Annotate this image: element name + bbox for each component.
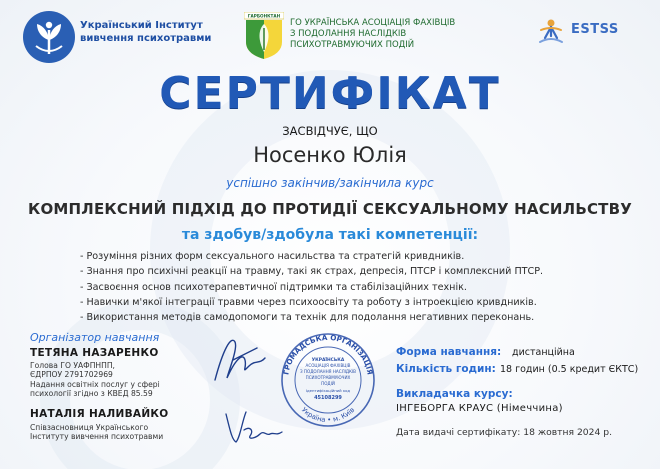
organizer-detail-line: психології згідно з КВЕД 85.59 xyxy=(30,389,153,399)
organizer-detail-line: ЄДРПОУ 2791702969 xyxy=(30,370,113,380)
recipient-name: Носенко Юлія xyxy=(253,143,407,167)
association-emblem xyxy=(244,12,284,60)
psychotrauma-institute-logo xyxy=(22,10,76,64)
teacher-name: ІНГЕБОРГА КРАУС xyxy=(396,403,494,414)
organization-stamp xyxy=(270,330,386,430)
stamp-center-line: ПОДІЙ xyxy=(321,381,335,386)
organizer-detail-line: Співзасновниця Українського xyxy=(30,423,149,432)
stamp-center-line: УКРАЇНСЬКА xyxy=(311,358,345,363)
estss-name: ESTSS xyxy=(571,22,619,37)
organizer-detail-line: Інституту вивчення психотравми xyxy=(30,432,164,442)
stamp-center-line: З ПОДОЛАННЯ НАСЛІДКІВ xyxy=(300,369,356,374)
competency-item: - Розуміння різних форм сексуального насильства та стратегій кривдників. xyxy=(80,251,465,262)
hours-label: Кількість годин: xyxy=(396,363,496,375)
competency-item: - Засвоєння основ психотерапевтичної підтримки та стабілізаційних технік. xyxy=(80,281,467,293)
certifies-text: ЗАСВІДЧУЄ, ЩО xyxy=(282,124,378,138)
association-name xyxy=(290,18,455,51)
association-name-line3: ПСИХОТРАВМУЮЧИХ ПОДІЙ xyxy=(290,40,415,50)
issue-date-line xyxy=(396,427,612,438)
stamp-center-line: АСОЦІАЦІЯ ФАХІВЦІВ xyxy=(305,363,351,368)
stamp-center-line: ПСИХОТРАВМУЮЧИХ xyxy=(305,375,351,380)
certificate-title: СЕРТИФІКАТ xyxy=(159,68,501,119)
hours-value: 18 годин (0.5 кредит ЄКТС) xyxy=(500,364,639,375)
organizer-details-2 xyxy=(30,423,163,442)
competency-item: - Навички м'якої інтеграції травми через психоосвіту та роботу з інтроекцією кривдників. xyxy=(80,296,537,308)
association-name-line2: З ПОДОЛАННЯ НАСЛІДКІВ xyxy=(290,29,407,39)
organizer-details-1 xyxy=(30,361,160,399)
competencies-list xyxy=(80,249,620,325)
stamp-code: 45108299 xyxy=(314,395,342,401)
organizer-heading: Організатор навчання xyxy=(30,331,160,344)
organizer-detail-line: Голова ГО УАФПНПП, xyxy=(30,361,115,370)
competency-item: - Використання методів самодопомоги та технік для подолання негативних переконань. xyxy=(80,312,535,324)
issue-date-label: Дата видачі сертифікату: xyxy=(396,427,521,438)
organizer-detail-line: Надання освітніх послуг у сфері xyxy=(30,379,160,389)
association-name-line1: ГО УКРАЇНСЬКА АСОЦІАЦІЯ ФАХІВЦІВ xyxy=(290,18,456,28)
study-form-label: Форма навчання: xyxy=(396,346,502,358)
estss-logo xyxy=(536,16,566,46)
stamp-code-label: Ідентифікаційний код xyxy=(305,388,351,393)
competencies-heading: та здобув/здобула такі компетенції: xyxy=(181,227,479,243)
competency-item: - Знання про психічні реакції на травму, такі як страх, депресія, ПТСР і комплексний ПТСР. xyxy=(80,266,544,278)
organizer-name-2: НАТАЛІЯ НАЛИВАЙКО xyxy=(30,408,169,420)
institute-name-line2: вивчення психотравми xyxy=(80,33,212,44)
teacher-name-line xyxy=(396,403,563,414)
issue-date-value: 18 жовтня 2024 р. xyxy=(523,427,613,438)
institute-name-line1: Український Інститут xyxy=(80,20,203,31)
stamp-ring-top: ГРОМАДСЬКА ОРГАНІЗАЦІЯ xyxy=(281,332,375,376)
institute-name xyxy=(80,19,211,45)
organizer-name-1: ТЕТЯНА НАЗАРЕНКО xyxy=(30,347,159,359)
teacher-label: Викладачка курсу: xyxy=(396,388,513,400)
association-emblem-text: ГАРБОНКТАН xyxy=(247,13,281,19)
study-form-value: дистанційна xyxy=(512,347,575,358)
course-title: КОМПЛЕКСНИЙ ПІДХІД ДО ПРОТИДІЇ СЕКСУАЛЬНОМУ НАСИЛЬСТВУ xyxy=(28,200,632,218)
stamp-ring-bottom: Україна • м. Київ xyxy=(299,405,357,425)
teacher-country: (Німеччина) xyxy=(496,403,563,414)
completed-text: успішно закінчив/закінчила курс xyxy=(226,176,434,190)
